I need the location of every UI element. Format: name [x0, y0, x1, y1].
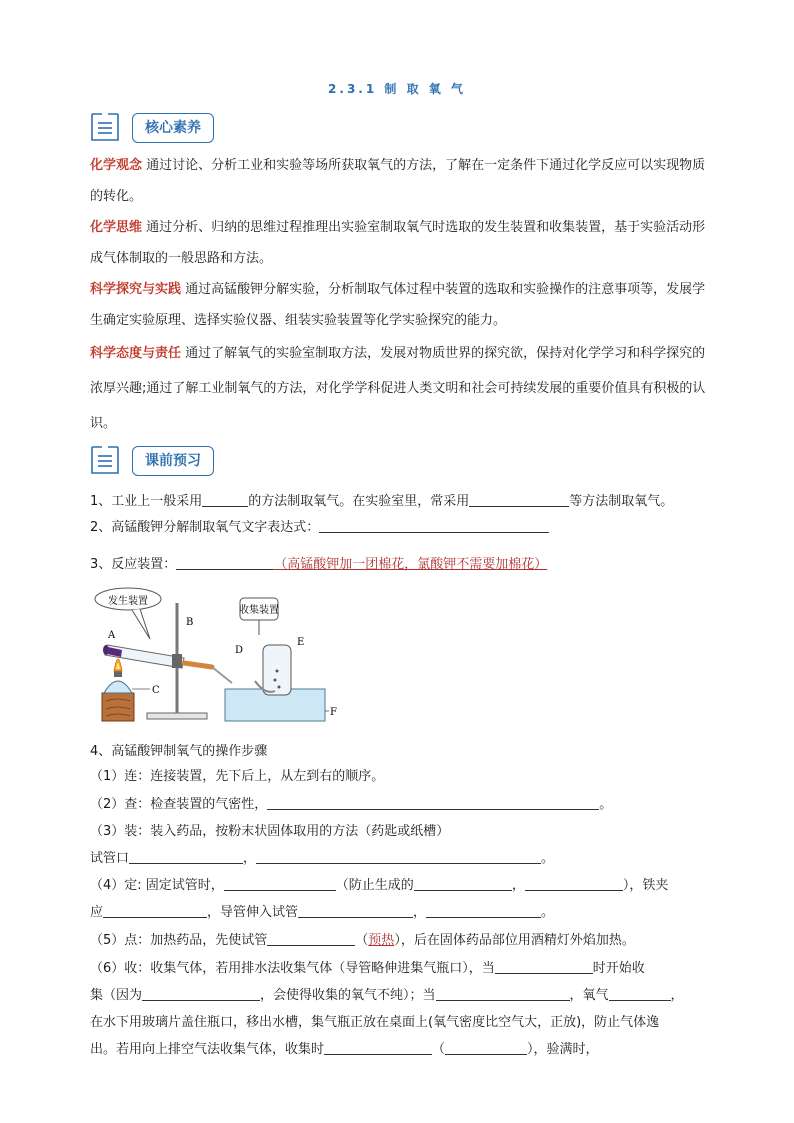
step-text: ，导管伸入试管 [207, 905, 299, 920]
answer-blank[interactable] [267, 795, 599, 810]
literacy-key: 化学思维 [90, 220, 143, 235]
step-3-cont [90, 847, 554, 866]
question-1 [90, 490, 673, 509]
step-text: ， [243, 851, 257, 866]
step-text: （2）查：检查装置的气密性， [90, 797, 268, 812]
literacy-text: 通过了解氧气的实验室制取方法，发展对物质世界的探究欲，保持对化学学习和科学探究的浓厚兴趣;通过了解工业制氧气的方法，对化学学科促进人类文明和社会可持续发展的重要价值具有积极的认识。 [90, 346, 706, 431]
step-text: （5）点：加热药品，先使试管 [90, 933, 268, 948]
step-6-cont: 在水下用玻璃片盖住瓶口，移出水槽，集气瓶正放在桌面上(氧气密度比空气大，正放)，防止气体逸 [90, 1015, 660, 1030]
step-text: ，会使得收集的氧气不纯）；当 [260, 988, 436, 1003]
step-answer: 预热 [368, 933, 395, 948]
step-1: （1）连：连接装置，先下后上，从左到右的顺序。 [90, 769, 385, 784]
literacy-key: 科学态度与责任 [90, 346, 182, 361]
step-4-cont [90, 901, 554, 920]
label-d: D [235, 645, 244, 656]
step-text: 。 [541, 851, 555, 866]
step-text: 。 [541, 905, 555, 920]
step-text: （ [432, 1042, 446, 1057]
page-title: 2.3.1 制 取 氧 气 [328, 82, 466, 96]
question-text: 的方法制取氧气。在实验室里，常采用 [248, 494, 470, 509]
clamp [172, 654, 182, 668]
gas-bottle [263, 645, 291, 695]
question-2 [90, 516, 549, 535]
step-text: （ [355, 933, 369, 948]
answer-blank[interactable] [414, 876, 512, 891]
step-text: 集（因为 [90, 988, 143, 1003]
answer-blank[interactable] [256, 849, 541, 864]
question-text: 1、工业上一般采用 [90, 494, 203, 509]
list-icon [90, 112, 120, 142]
answer-blank[interactable] [495, 959, 593, 974]
answer-blank[interactable] [202, 492, 248, 507]
literacy-paragraph [90, 150, 710, 212]
answer-blank[interactable] [609, 986, 671, 1001]
question-text: 等方法制取氧气。 [569, 494, 674, 509]
answer-blank[interactable] [525, 876, 623, 891]
step-text: 应 [90, 905, 104, 920]
answer-blank[interactable] [129, 849, 243, 864]
rubber-tube [184, 663, 212, 667]
section-label: 核心素养 [132, 113, 214, 143]
step-3: （3）装：装入药品，按粉末状固体取用的方法（药匙或纸槽） [90, 824, 450, 839]
answer-blank[interactable] [436, 986, 570, 1001]
answer-blank[interactable] [324, 1040, 432, 1055]
generator-label: 发生装置 [108, 596, 148, 607]
collector-label: 收集装置 [239, 605, 279, 616]
step-text: （4）定: 固定试管时， [90, 878, 224, 893]
label-c: C [152, 685, 160, 696]
answer-blank[interactable] [142, 986, 260, 1001]
literacy-key: 化学观念 [90, 158, 143, 173]
alcohol-lamp [104, 681, 132, 693]
literacy-paragraph [90, 274, 710, 336]
answer-blank[interactable] [445, 1040, 527, 1055]
literacy-text: 通过高锰酸钾分解实验，分析制取气体过程中装置的选取和实验操作的注意事项等，发展学生确定实验原理、选择实验仪器、组装实验装置等化学实验探究的能力。 [90, 282, 706, 328]
step-6-cont [90, 984, 684, 1003]
step-5 [90, 929, 635, 948]
step-text: ，氧气 [569, 988, 609, 1003]
lamp-neck [114, 671, 122, 677]
answer-blank[interactable] [267, 931, 355, 946]
step-4 [90, 874, 668, 893]
answer-blank[interactable] [426, 903, 541, 918]
answer-blank[interactable] [319, 518, 549, 533]
label-f: F [330, 707, 337, 718]
label-b: B [186, 617, 194, 628]
answer-blank[interactable] [298, 903, 413, 918]
section-label: 课前预习 [132, 446, 214, 476]
step-6 [90, 957, 645, 976]
step-6-cont [90, 1038, 599, 1057]
literacy-text: 通过分析、归纳的思维过程推理出实验室制取氧气时选取的发生装置和收集装置，基于实验活动形成气体制取的一般思路和方法。 [90, 220, 706, 266]
step-text: ），后在固体药品部位用酒精灯外焰加热。 [394, 933, 635, 948]
step-text: ， [413, 905, 427, 920]
step-text: ， [511, 878, 525, 893]
step-text: 出。若用向上排空气法收集气体，收集时 [90, 1042, 325, 1057]
question-text: 3、反应装置： [90, 557, 177, 572]
step-text: 时开始收 [592, 961, 645, 976]
step-text: ），铁夹 [622, 878, 669, 893]
question-3 [90, 553, 547, 572]
step-text: （防止生成的 [335, 878, 414, 893]
answer-blank[interactable] [176, 555, 274, 570]
literacy-paragraph [90, 336, 710, 441]
stand-base [147, 713, 207, 719]
step-text: ），验满时， [527, 1042, 599, 1057]
answer-blank[interactable] [103, 903, 207, 918]
step-text: ， [670, 988, 684, 1003]
collection-diagram [215, 585, 350, 725]
question-4-title: 4、高锰酸钾制氧气的操作步骤 [90, 744, 268, 759]
step-text: （6）收：收集气体，若用排水法收集气体（导管略伸进集气瓶口），当 [90, 961, 495, 976]
step-2 [90, 793, 612, 812]
label-a: A [108, 630, 116, 641]
step-text: 试管口 [90, 851, 130, 866]
literacy-text: 通过讨论、分析工业和实验等场所获取氧气的方法，了解在一定条件下通过化学反应可以实现物质的转化。 [90, 158, 706, 204]
list-icon [90, 445, 120, 475]
question-note: （高锰酸钾加一团棉花，氯酸钾不需要加棉花） [274, 557, 548, 572]
question-text: 2、高锰酸钾分解制取氧气文字表达式： [90, 520, 320, 535]
label-e: E [297, 637, 305, 648]
answer-blank[interactable] [224, 876, 336, 891]
answer-blank[interactable] [469, 492, 569, 507]
step-text: 。 [599, 797, 613, 812]
literacy-key: 科学探究与实践 [90, 282, 182, 297]
literacy-paragraph [90, 212, 710, 274]
